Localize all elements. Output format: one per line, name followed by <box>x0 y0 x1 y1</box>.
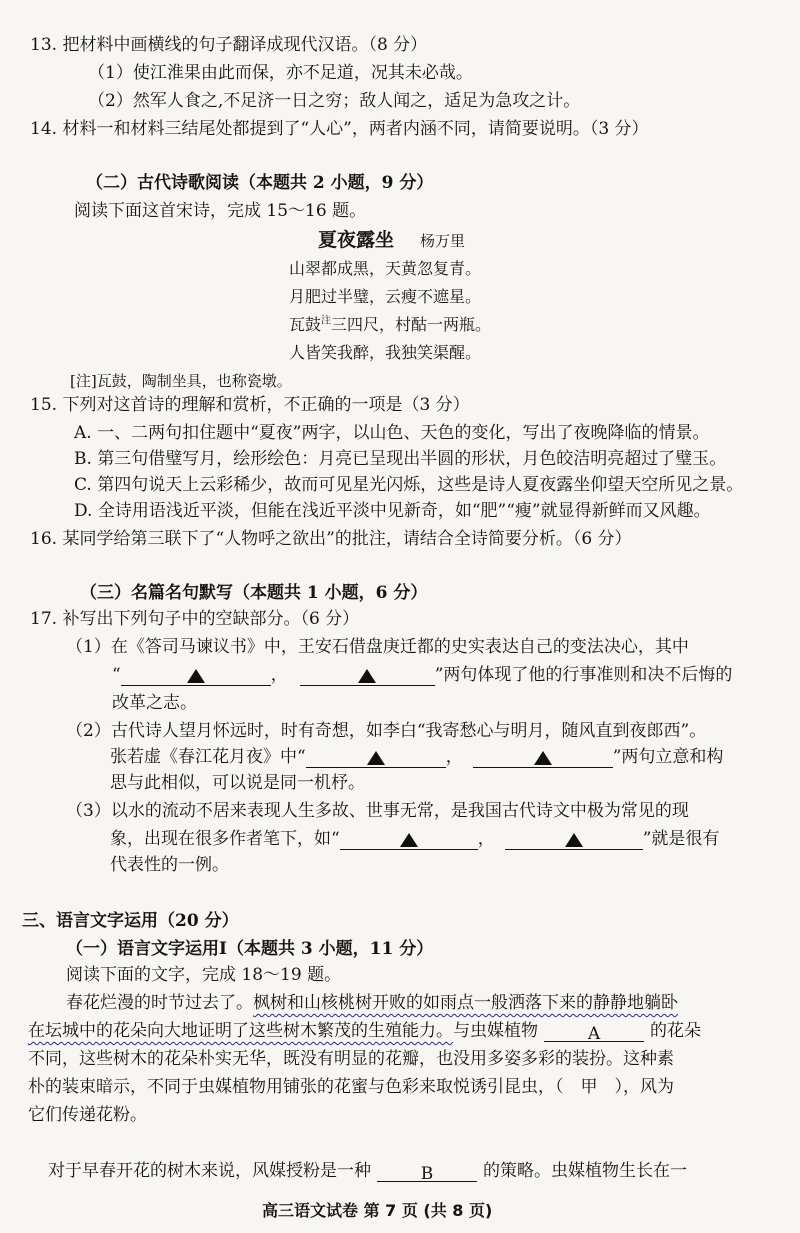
comma: ， <box>445 747 463 767</box>
q17-part2-line3: 思与此相似，可以说是同一机杼。 <box>110 773 365 793</box>
part3-prefix: 象，出现在很多作者笔下，如“ <box>110 829 340 849</box>
passage-text: 春花烂漫的时节过去了。 <box>66 993 253 1013</box>
passage-line-1 <box>66 992 678 1014</box>
q13-stem: 13. 把材料中画横线的句子翻译成现代汉语。（8 分） <box>30 35 428 55</box>
blank-marker-triangle-icon <box>534 751 552 765</box>
comma: ， <box>270 665 288 685</box>
passage-line-4: 朴的装束暗示，不同于虫媒植物用铺张的花蜜与色彩来取悦诱引昆虫，（ 甲 ），风为 <box>28 1077 674 1097</box>
q17-part1-line1: （1）在《答司马谏议书》中，王安石借盘庚迁都的史实表达自己的变法决心，其中 <box>66 637 689 657</box>
blank-marker-triangle-icon <box>400 833 418 847</box>
comma: ， <box>477 829 495 849</box>
passage-blank-b[interactable] <box>377 1163 477 1182</box>
section-poetry-intro: 阅读下面这首宋诗，完成 15～16 题。 <box>74 201 367 221</box>
passage-blank-a[interactable] <box>544 1023 644 1042</box>
q15-option-d: D. 全诗用语浅近平淡，但能在浅近平淡中见新奇，如“肥”“瘦”就显得新鲜而又风趣。 <box>74 501 711 521</box>
part2-suffix: ”两句立意和构 <box>612 747 724 767</box>
page-footer: 高三语文试卷 第 7 页 (共 8 页) <box>262 1201 493 1220</box>
part3-subsection-header: （一）语言文字运用Ⅰ（本题共 3 小题，11 分） <box>66 939 434 959</box>
blank-marker-triangle-icon <box>187 669 205 683</box>
blank-marker-triangle-icon <box>358 669 376 683</box>
passage-text: 的策略。虫媒植物生长在一 <box>483 1161 687 1181</box>
passage-text: 的花朵 <box>650 1021 701 1041</box>
q13-sentence-2: （2）然军人食之,不足济一日之穷；敌人闻之，适足为急攻之计。 <box>88 91 581 111</box>
q17-part3-line3: 代表性的一例。 <box>110 855 229 875</box>
part3-header: 三、语言文字运用（20 分） <box>22 911 239 931</box>
poem-line-2: 月肥过半璧，云瘦不遮星。 <box>289 287 482 306</box>
section-recitation-header: （三）名篇名句默写（本题共 1 小题，6 分） <box>80 583 428 603</box>
answer-blank-3[interactable] <box>306 749 446 768</box>
q15-option-b: B. 第三句借璧写月，绘形绘色：月亮已呈现出半圆的形状，月色皎洁明亮超过了璧玉。 <box>74 449 727 469</box>
passage-text: 对于早春开花的树木来说，风媒授粉是一种 <box>48 1161 371 1181</box>
q17-part2-line2 <box>110 746 723 768</box>
answer-blank-4[interactable] <box>473 749 613 768</box>
q17-part1-line3: 改革之志。 <box>112 693 197 713</box>
blank-label-b: B <box>420 1164 434 1184</box>
part2-prefix: 张若虚《春江花月夜》中“ <box>110 747 306 767</box>
q15-option-c: C. 第四句说天上云彩稀少，故而可见星光闪烁，这些是诗人夏夜露坐仰望天空所见之景。 <box>74 475 744 495</box>
poem-line-4: 人皆笑我醉，我独笑渠醒。 <box>289 343 482 362</box>
answer-blank-5[interactable] <box>340 831 478 850</box>
passage-line-5: 它们传递花粉。 <box>28 1105 147 1125</box>
poem-title: 夏夜露坐 <box>318 229 395 251</box>
passage-underlined-text: 枫树和山核桃树开败的如雨点一般洒落下来的静静地躺卧 <box>253 993 678 1013</box>
q17-part3-line1: （3）以水的流动不居来表现人生多故、世事无常，是我国古代诗文中极为常见的现 <box>66 801 689 821</box>
poem-note: [注]瓦鼓，陶制坐具，也称瓷墩。 <box>70 372 292 390</box>
poem-author: 杨万里 <box>420 232 466 250</box>
blank-marker-triangle-icon <box>565 833 583 847</box>
answer-blank-6[interactable] <box>505 831 643 850</box>
q15-stem: 15. 下列对这首诗的理解和赏析，不正确的一项是（3 分） <box>30 395 470 415</box>
poem-line-3 <box>289 314 491 336</box>
part3-intro: 阅读下面的文字，完成 18～19 题。 <box>66 965 342 985</box>
section-poetry-header: （二）古代诗歌阅读（本题共 2 小题，9 分） <box>86 173 434 193</box>
q14-stem: 14. 材料一和材料三结尾处都提到了“人心”，两者内涵不同，请简要说明。（3 分） <box>30 119 649 139</box>
open-quote: “ <box>112 665 121 685</box>
poem-line-1: 山翠都成黑，天黄忽复青。 <box>289 259 482 278</box>
part3-suffix: ”就是很有 <box>642 829 720 849</box>
passage-text: 与虫媒植物 <box>453 1021 538 1041</box>
q17-part3-line2 <box>110 828 719 850</box>
q17-stem: 17. 补写出下列句子中的空缺部分。（6 分） <box>30 609 360 629</box>
passage-line-3: 不同，这些树木的花朵朴实无华，既没有明显的花瓣，也没用多姿多彩的装扮。这种素 <box>28 1049 674 1069</box>
passage-line-2 <box>28 1020 701 1042</box>
close-quote-text: ”两句体现了他的行事准则和决不后悔的 <box>434 665 733 685</box>
passage-line-6 <box>48 1160 687 1182</box>
answer-blank-1[interactable] <box>121 667 271 686</box>
q17-part1-line2 <box>112 664 732 686</box>
blank-label-a: A <box>587 1024 601 1044</box>
poem-heading <box>318 229 465 252</box>
q16-stem: 16. 某同学给第三联下了“人物呼之欲出”的批注，请结合全诗简要分析。（6 分） <box>30 529 632 549</box>
poem-line-3-end: 三四尺，村酤一两瓶。 <box>331 315 492 334</box>
passage-underlined-text: 在坛城中的花朵向大地证明了这些树木繁茂的生殖能力。 <box>28 1021 453 1041</box>
q13-sentence-1: （1）使江淮果由此而保，亦不足道，况其未必哉。 <box>88 63 473 83</box>
q17-part2-line1: （2）古代诗人望月怀远时，时有奇想，如李白“我寄愁心与明月，随风直到夜郎西”。 <box>66 721 707 741</box>
poem-line-3-start: 瓦鼓 <box>289 315 322 334</box>
poem-note-marker: 注 <box>321 315 332 327</box>
q15-option-a: A. 一、二两句扣住题中“夏夜”两字，以山色、天色的变化，写出了夜晚降临的情景。 <box>74 423 710 443</box>
blank-marker-triangle-icon <box>367 751 385 765</box>
answer-blank-2[interactable] <box>300 667 435 686</box>
